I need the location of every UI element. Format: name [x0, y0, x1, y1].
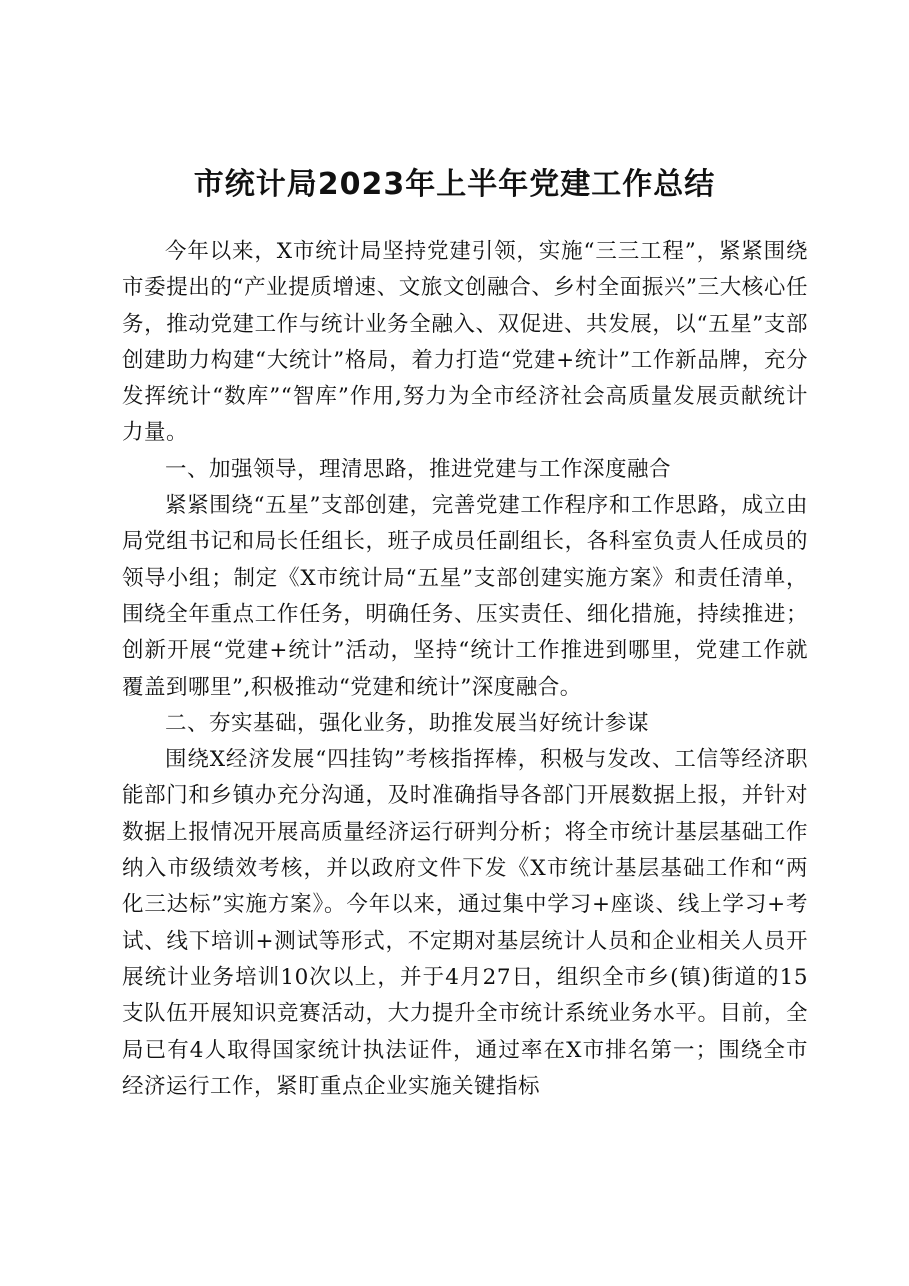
section-paragraph-1: 紧紧围绕“五星”支部创建，完善党建工作程序和工作思路，成立由局党组书记和局长任组长，班子成员任副组长，各科室负责人任成员的领导小组；制定《X市统计局“五星”支部创建实施方案》和责任清单，围绕全年重点工作任务，明确任务、压实责任、细化措施，持续推进；创新开展“党建+统计”活动，坚持“统计工作推进到哪里，党建工作就覆盖到哪里”,积极推动“党建和统计”深度融合。 — [122, 493, 808, 700]
document-title: 市统计局2023年上半年党建工作总结 — [193, 167, 716, 202]
intro-paragraph: 今年以来，X市统计局坚持党建引领，实施“三三工程”，紧紧围绕市委提出的“产业提质增速、文旅文创融合、乡村全面振兴”三大核心任务，推动党建工作与统计业务全融入、双促进、共发展，以“五星”支部创建助力构建“大统计”格局，着力打造“党建+统计”工作新品牌，充分发挥统计“数库”“智库”作用,努力为全市经济社会高质量发展贡献统计力量。 — [122, 239, 808, 446]
document-body — [122, 234, 808, 1105]
section-paragraph-2: 围绕X经济发展“四挂钩”考核指挥棒，积极与发改、工信等经济职能部门和乡镇办充分沟通，及时准确指导各部门开展数据上报，并针对数据上报情况开展高质量经济运行研判分析；将全市统计基层基础工作纳入市级绩效考核，并以政府文件下发《X市统计基层基础工作和“两化三达标”实施方案》。今年以来，通过集中学习+座谈、线上学习+考试、线下培训+测试等形式，不定期对基层统计人员和企业相关人员开展统计业务培训10次以上，并于4月27日，组织全市乡(镇)街道的15支队伍开展知识竞赛活动，大力提升全市统计系统业务水平。目前，全局已有4人取得国家统计执法证件，通过率在X市排名第一；围绕全市经济运行工作，紧盯重点企业实施关键指标 — [122, 747, 808, 1099]
section-heading-2: 二、夯实基础，强化业务，助推发展当好统计参谋 — [165, 710, 650, 736]
section-heading-1: 一、加强领导，理清思路，推进党建与工作深度融合 — [165, 456, 672, 482]
